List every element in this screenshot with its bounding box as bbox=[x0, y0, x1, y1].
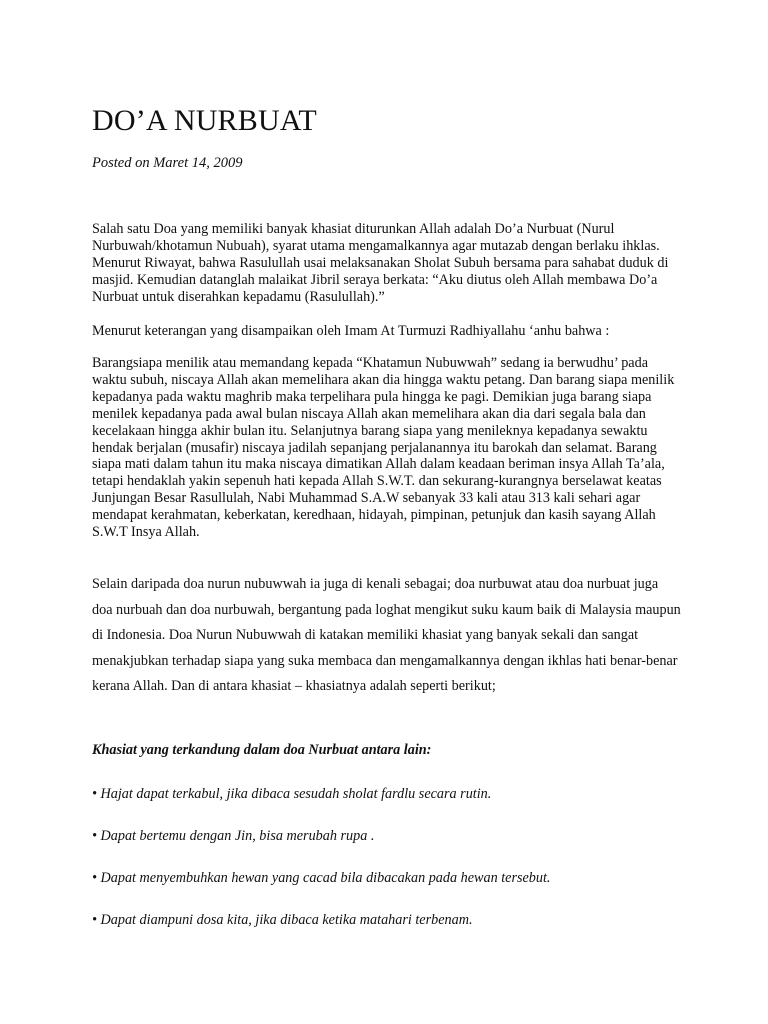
page-title: DO’A NURBUAT bbox=[92, 104, 317, 137]
list-item: • Dapat menyembuhkan hewan yang cacad bila dibacakan pada hewan tersebut. bbox=[92, 870, 551, 886]
list-item: • Dapat bertemu dengan Jin, bisa merubah rupa . bbox=[92, 828, 375, 844]
paragraph-intro: Salah satu Doa yang memiliki banyak khasiat diturunkan Allah adalah Do’a Nurbuat (Nurul Nurbuwah/khotamun Nubuah), syarat utama mengamalkannya agar mutazab dengan berlaku ihklas. Menurut Riwayat, bahwa Rasulullah usai melaksanakan Sholat Subuh bersama para sahabat duduk di masjid. Kemudian datanglah malaikat Jibril seraya berkata: “Aku diutus oleh Allah membawa Do’a Nurbuat untuk diserahkan kepadamu (Rasulullah).” bbox=[92, 221, 669, 305]
khasiat-heading: Khasiat yang terkandung dalam doa Nurbuat antara lain: bbox=[92, 742, 432, 758]
posted-date: Posted on Maret 14, 2009 bbox=[92, 155, 243, 171]
paragraph-selain: Selain daripada doa nurun nubuwwah ia juga di kenali sebagai; doa nurbuwat atau doa nurbuat juga doa nurbuah dan doa nurbuwah, bergantung pada loghat mengikut suku kaum baik di Malaysia maupun di Indonesia. Doa Nurun Nubuwwah di katakan memiliki khasiat yang banyak sekali dan sangat menakjubkan terhadap siapa yang suka membaca dan mengamalkannya dengan ikhlas hati benar-benar kerana Allah. Dan di antara khasiat – khasiatnya adalah seperti berikut; bbox=[92, 576, 681, 694]
list-item: • Dapat diampuni dosa kita, jika dibaca ketika matahari terbenam. bbox=[92, 912, 473, 928]
list-item: • Hajat dapat terkabul, jika dibaca sesudah sholat fardlu secara rutin. bbox=[92, 786, 492, 802]
paragraph-turmuzi: Menurut keterangan yang disampaikan oleh Imam At Turmuzi Radhiyallahu ‘anhu bahwa : bbox=[92, 323, 610, 339]
paragraph-barangsiapa: Barangsiapa menilik atau memandang kepada “Khatamun Nubuwwah” sedang ia berwudhu’ pada waktu subuh, niscaya Allah akan memelihara akan dia hingga waktu petang. Dan barang siapa menilik kepadanya pada waktu maghrib maka terpelihara pula hingga ke pagi. Demikian juga barang siapa menilek kepadanya pada awal bulan niscaya Allah akan memelihara akan dia dari segala bala dan kecelakaan hingga akhir bulan itu. Selanjutnya barang siapa yang menileknya kepadanya sewaktu hendak berjalan (musafir) niscaya jadilah sepanjang perjalanannya itu barokah dan selamat. Barang siapa mati dalam tahun itu maka niscaya dimatikan Allah dalam keadaan beriman insya Allah Ta’ala, tetapi hendaklah yakin sepenuh hati kepada Allah S.W.T. dan sekurang-kurangnya berselawat keatas Junjungan Besar Rasullulah, Nabi Muhammad S.A.W sebanyak 33 kali atau 313 kali sehari agar mendapat kerahmatan, keberkatan, keredhaan, hidayah, pimpinan, petunjuk dan kasih sayang Allah S.W.T Insya Allah. bbox=[92, 355, 675, 541]
